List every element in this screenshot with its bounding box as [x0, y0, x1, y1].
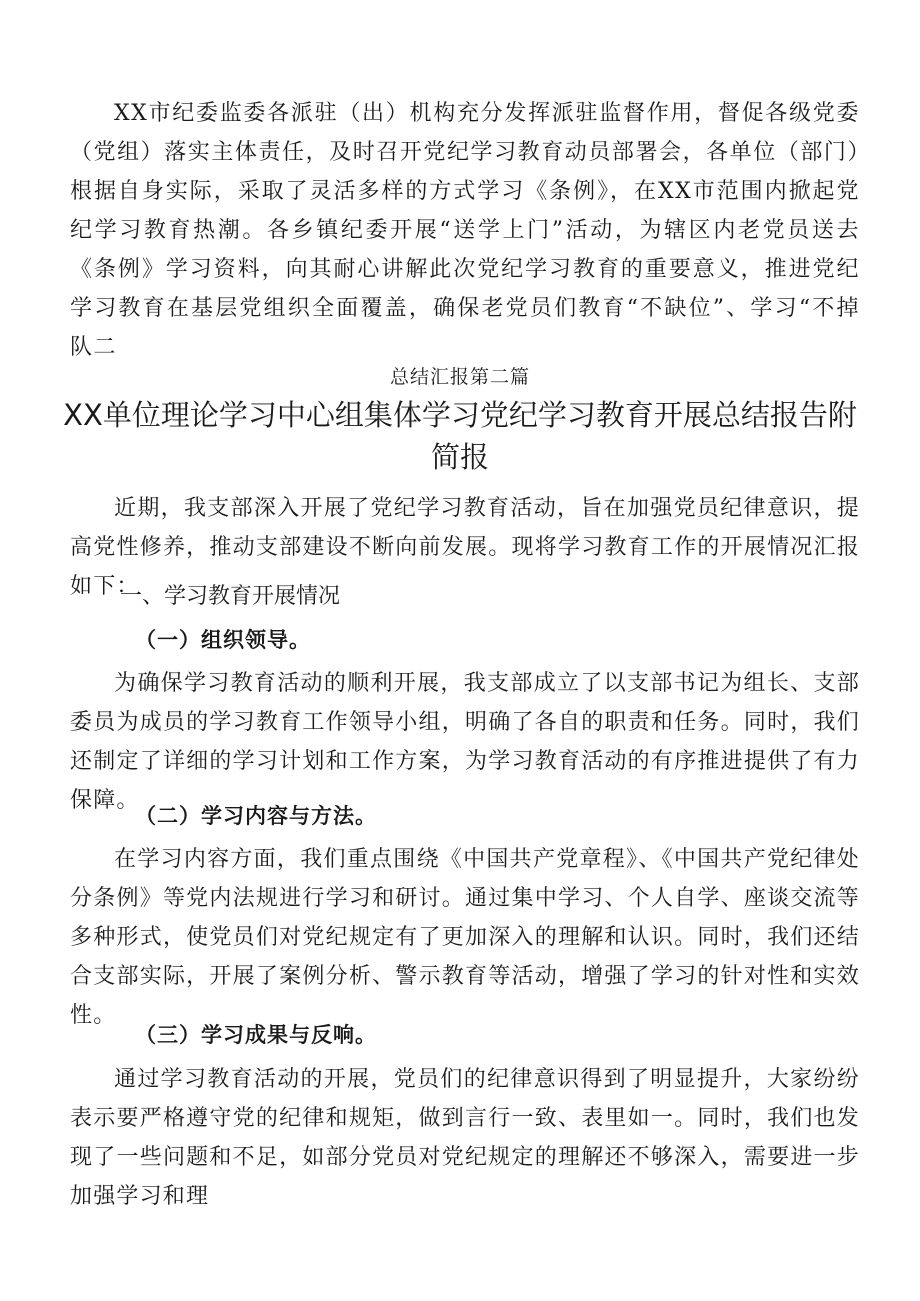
subsection-heading-organization: （一）组织领导。	[135, 627, 311, 652]
intro-paragraph: XX市纪委监委各派驻（出）机构充分发挥派驻监督作用，督促各级党委（党组）落实主体责任，及时召开党纪学习教育动员部署会，各单位（部门）根据自身实际，采取了灵活多样的方式学习《条例》，在XX市范围内掀起党纪学习教育热潮。各乡镇纪委开展“送学上门”活动，为辖区内老党员送去《条例》学习资料，向其耐心讲解此次党纪学习教育的重要意义，推进党纪学习教育在基层党组织全面覆盖，确保老党员们教育“不缺位”、学习“不掉队二	[70, 101, 860, 360]
organization-paragraph: 为确保学习教育活动的顺利开展，我支部成立了以支部书记为组长、支部委员为成员的学习教育工作领导小组，明确了各自的职责和任务。同时，我们还制定了详细的学习计划和工作方案，为学习教育活动的有序推进提供了有力保障。	[70, 671, 860, 813]
subsection-heading-results: （三）学习成果与反响。	[135, 1022, 377, 1047]
results-paragraph: 通过学习教育活动的开展，党员们的纪律意识得到了明显提升，大家纷纷表示要严格遵守党的纪律和规矩，做到言行一致、表里如一。同时，我们也发现了一些问题和不足，如部分党员对党纪规定的理解还不够深入，需要进一步加强学习和理	[70, 1067, 860, 1209]
content-method-paragraph: 在学习内容方面，我们重点围绕《中国共产党章程》、《中国共产党纪律处分条例》等党内法规进行学习和研讨。通过集中学习、个人自学、座谈交流等多种形式，使党员们对党纪规定有了更加深入的理解和认识。同时，我们还结合支部实际，开展了案例分析、警示教育等活动，增强了学习的针对性和实效性。	[70, 847, 860, 1028]
lead-paragraph: 近期，我支部深入开展了党纪学习教育活动，旨在加强党员纪律意识，提高党性修养，推动支部建设不断向前发展。现将学习教育工作的开展情况汇报如下：	[70, 496, 860, 599]
document-subtitle: 总结汇报第二篇	[389, 366, 530, 388]
subsection-heading-content-method: （二）学习内容与方法。	[135, 803, 377, 828]
section-heading: 一、学习教育开展情况	[120, 584, 341, 609]
document-title: XX单位理论学习中心组集体学习党纪学习教育开展总结报告附简报	[63, 398, 857, 474]
